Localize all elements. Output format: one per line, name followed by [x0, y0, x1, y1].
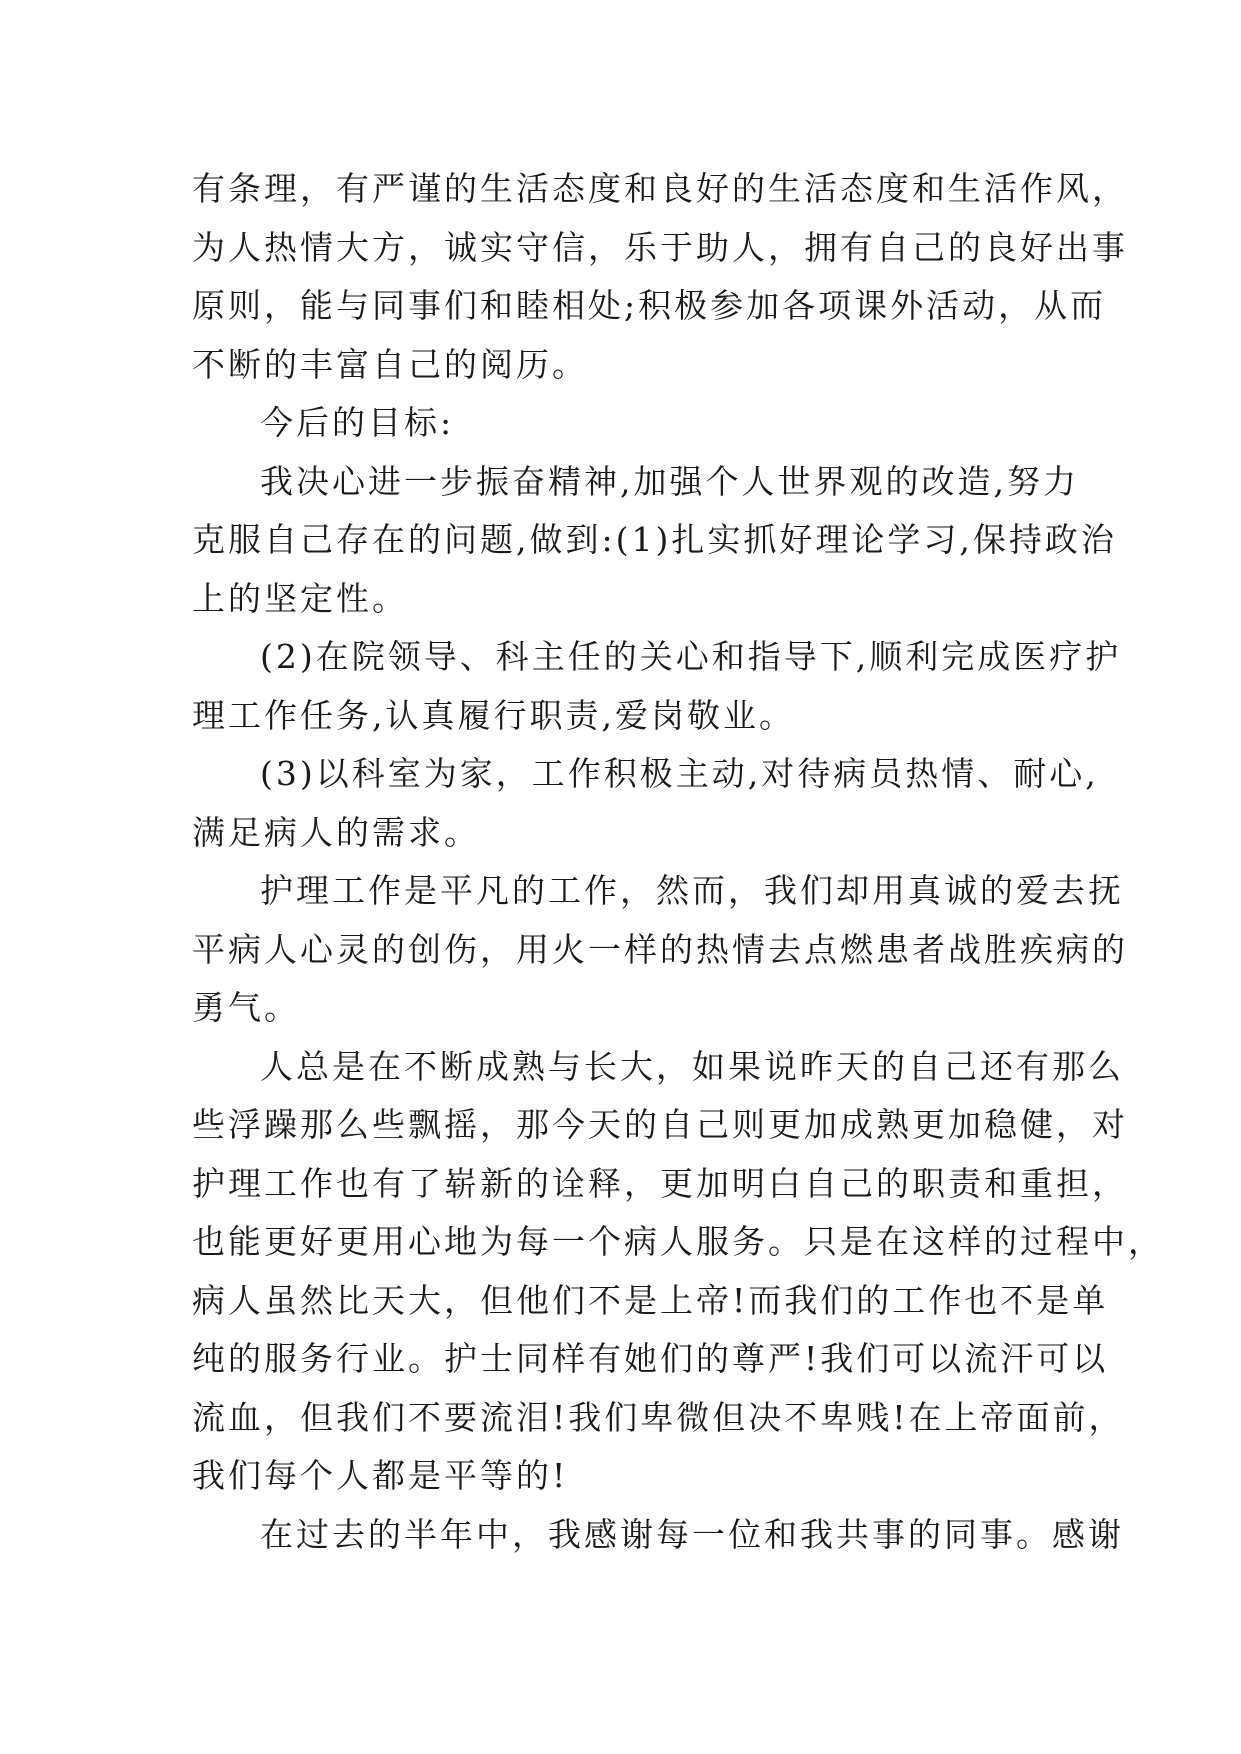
document-body	[192, 160, 1164, 1564]
text-line: 护理工作是平凡的工作，然而，我们却用真诚的爱去抚	[260, 871, 1124, 910]
text-line: 有条理，有严谨的生活态度和良好的生活态度和生活作风，	[192, 169, 1128, 208]
text-line: 些浮躁那么些飘摇，那今天的自己则更加成熟更加稳健，对	[192, 1105, 1128, 1144]
text-line: 上的坚定性。	[192, 578, 408, 618]
text-line: 为人热情大方，诚实守信，乐于助人，拥有自己的良好出事	[192, 227, 1128, 267]
text-line: 流血，但我们不要流泪!我们卑微但决不卑贱!在上帝面前，	[192, 1397, 1125, 1437]
text-line: 平病人心灵的创伤，用火一样的热情去点燃患者战胜疾病的	[192, 929, 1128, 969]
text-line: (3)以科室为家，工作积极主动,对待病员热情、耐心,	[260, 754, 1099, 793]
text-line: 护理工作也有了崭新的诠释，更加明白自己的职责和重担，	[192, 1163, 1128, 1203]
text-line: 勇气。	[192, 988, 300, 1027]
text-line: 理工作任务,认真履行职责,爱岗敬业。	[192, 695, 795, 735]
text-line: 原则，能与同事们和睦相处;积极参加各项课外活动，从而	[192, 286, 1107, 325]
text-line: 在过去的半年中，我感谢每一位和我共事的同事。感谢	[260, 1514, 1124, 1554]
text-line: (2)在院领导、科主任的关心和指导下,顺利完成医疗护	[260, 637, 1122, 676]
text-line: 克服自己存在的问题,做到:(1)扎实抓好理论学习,保持政治	[192, 520, 1117, 559]
text-line: 今后的目标:	[260, 403, 455, 442]
text-line: 病人虽然比天大，但他们不是上帝!而我们的工作也不是单	[192, 1280, 1109, 1320]
text-line: 满足病人的需求。	[192, 812, 480, 852]
text-line: 也能更好更用心地为每一个病人服务。只是在这样的过程中，	[192, 1222, 1164, 1261]
text-line: 纯的服务行业。护士同样有她们的尊严!我们可以流汗可以	[192, 1339, 1109, 1378]
text-line: 人总是在不断成熟与长大，如果说昨天的自己还有那么	[260, 1046, 1124, 1086]
text-line: 我们每个人都是平等的!	[192, 1456, 569, 1495]
text-line: 我决心进一步振奋精神,加强个人世界观的改造,努力	[260, 461, 1079, 501]
text-line: 不断的丰富自己的阅历。	[192, 344, 588, 384]
